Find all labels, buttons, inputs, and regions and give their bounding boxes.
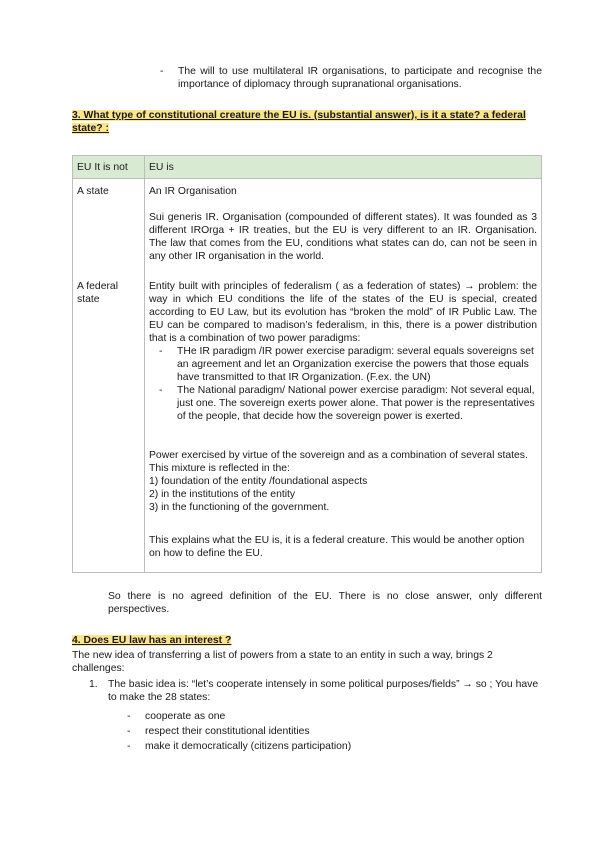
q3-heading bbox=[72, 109, 542, 135]
row1-is-text: Sui generis IR. Organisation (compounded of different states). It was founded as 3 different IROrga + IR treaties, but the EU is very different to an IR. Organisation. The law that comes from the EU, conditions what states can do, can not be seen in any other IR organisation in the world. bbox=[149, 212, 537, 262]
conclusion-text: This explains what the EU is, it is a federal creature. This would be another option on how to define the EU. bbox=[149, 535, 525, 559]
point-3: 3) in the functioning of the government. bbox=[149, 502, 330, 513]
item1-number: 1. bbox=[89, 679, 98, 690]
q3-heading-text: 3. What type of constitutional creature the EU is. (substantial answer), is it a state? a federal state? : bbox=[72, 110, 526, 134]
cell-wrap-is bbox=[149, 179, 537, 572]
subitem-dash: - bbox=[127, 741, 131, 752]
row2-intro: Entity built with principles of federalism ( as a federation of states) → problem: the way in which EU conditions the life of the states of the EU is special, created according to EU Law, but its evolution has “broken the mold” of IR Public Law. The EU can be compared to madison’s federalism, in this, there is a power distribution that is a combination of two power paradigms: bbox=[149, 281, 537, 344]
paradigm-text: THe IR paradigm /IR power exercise paradigm: several equals sovereigns set an agreement and let an Organization exercise the powers that those equals have transmitted to that IR Organization. (F.ex. the UN) bbox=[177, 346, 534, 383]
list-dash: - bbox=[159, 385, 163, 396]
bullet-dash: - bbox=[160, 66, 164, 77]
table-row bbox=[73, 179, 542, 573]
row2-not: A federal state bbox=[77, 281, 119, 305]
q4-intro: The new idea of transferring a list of powers from a state to an entity in such a way, brings 2 challenges: bbox=[72, 650, 493, 674]
table-cell-is bbox=[145, 179, 542, 573]
table-cell-not bbox=[73, 179, 145, 573]
row1-is-title: An IR Organisation bbox=[149, 186, 237, 197]
point-2: 2) in the institutions of the entity bbox=[149, 489, 296, 500]
cell-wrap-not bbox=[77, 179, 140, 572]
list-item bbox=[149, 345, 537, 384]
col-header-is: EU is bbox=[145, 156, 542, 179]
paradigm-list bbox=[149, 345, 537, 423]
subitem-dash: - bbox=[127, 726, 131, 737]
list-dash: - bbox=[159, 346, 163, 357]
q4-heading bbox=[72, 634, 542, 647]
q4-heading-text: 4. Does EU law has an interest ? bbox=[72, 635, 232, 646]
paradigm-text: The National paradigm/ National power exercise paradigm: Not several equal, just one. The sovereign exerts power alone. That power is the representatives of the people, that decide how the sovereign power is exerted. bbox=[177, 385, 535, 422]
power-text: Power exercised by virtue of the sovereign and as a combination of several states. This mixture is reflected in the: bbox=[149, 450, 528, 474]
subitem-text: respect their constitutional identities bbox=[145, 726, 310, 737]
table-header-row bbox=[73, 156, 542, 179]
col-header-not: EU It is not bbox=[73, 156, 145, 179]
subitem-text: make it democratically (citizens participation) bbox=[145, 741, 352, 752]
comparison-table bbox=[72, 155, 542, 573]
point-1: 1) foundation of the entity /foundational aspects bbox=[149, 476, 368, 487]
subitem-text: cooperate as one bbox=[145, 711, 226, 722]
list-item bbox=[149, 384, 537, 423]
top-bullet-text: The will to use multilateral IR organisations, to participate and recognise the importance of diplomacy through supranational organisations. bbox=[178, 66, 542, 90]
row1-not: A state bbox=[77, 186, 109, 197]
item1-text: The basic idea is: “let’s cooperate intensely in some political purposes/fields” → so ; You have to make the 28 states: bbox=[108, 679, 539, 703]
summary-text: So there is no agreed definition of the EU. There is no close answer, only different perspectives. bbox=[108, 591, 542, 615]
subitem-dash: - bbox=[127, 711, 131, 722]
